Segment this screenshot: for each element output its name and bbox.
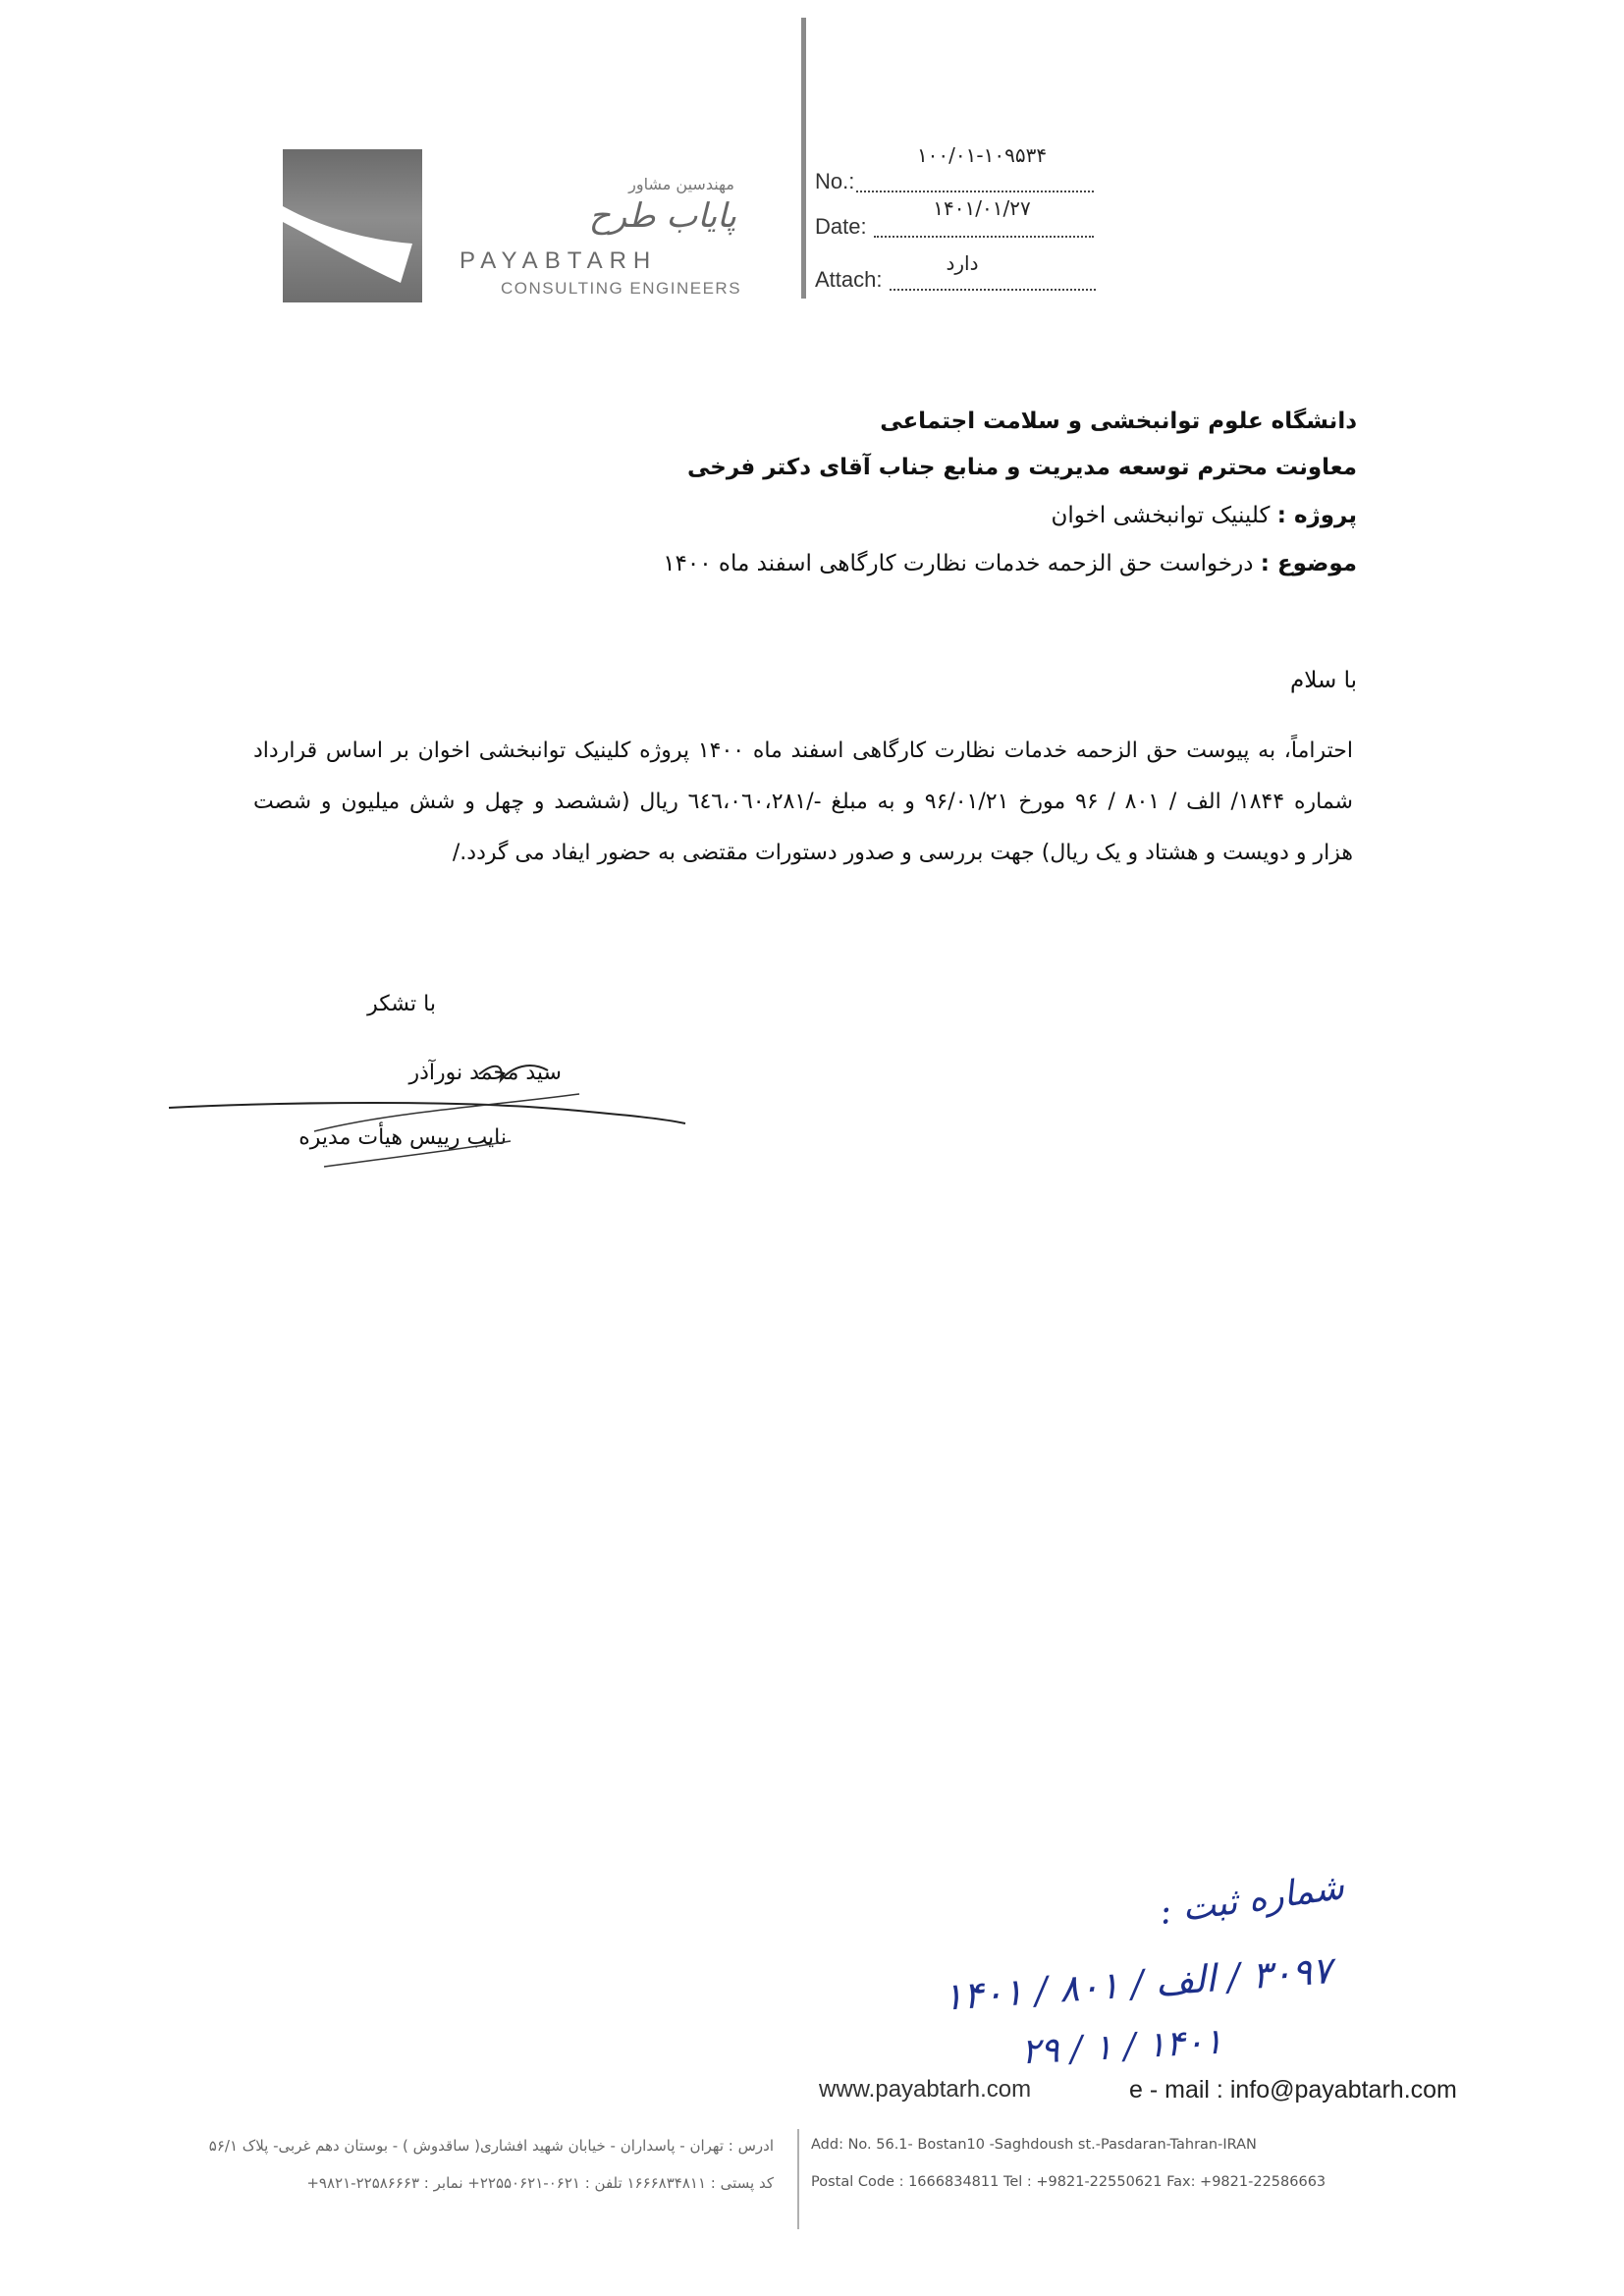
footer-email[interactable] xyxy=(1129,2076,1457,2105)
footer-address-fa: ادرس : تهران - پاسداران - خیابان شهید افشاری( ساقدوش ) - بوستان دهم غربی- پلاک ۵۶/۱ xyxy=(208,2137,774,2155)
date-line xyxy=(874,236,1094,238)
attach-value: دارد xyxy=(946,251,979,275)
footer-postal-fa: کد پستی : ۱۶۶۶۸۳۴۸۱۱ تلفن : ۰۶۲۱-۲۲۵۵۰۶۲۱+ نمابر : ۲۲۵۸۶۶۶۳-۹۸۲۱+ xyxy=(306,2174,774,2192)
handwritten-note-line-2: ۳۰۹۷ / الف / ۸۰۱ / ۱۴۰۱ xyxy=(941,1948,1333,2019)
logo-mark-icon xyxy=(283,149,422,302)
body-line-3: هزار و دویست و هشتاد و یک ریال) جهت بررسی و صدور دستورات مقتضی به حضور ایفاد می گردد./ xyxy=(452,841,1353,865)
project-label: پروژه : xyxy=(1276,503,1357,528)
reference-number-label: No.: xyxy=(815,169,855,193)
footer-divider xyxy=(797,2129,799,2229)
project-value: کلینیک توانبخشی اخوان xyxy=(1051,503,1277,528)
greeting: با سلام xyxy=(1290,668,1357,693)
footer-address-en: Add: No. 56.1- Bostan10 -Saghdoush st.-Pasdaran-Tahran-IRAN xyxy=(811,2137,1257,2153)
date-value: ۱۴۰۱/۰۱/۲۷ xyxy=(933,196,1031,220)
signature-scribble-icon xyxy=(167,1041,697,1178)
logo-en-name: PAYABTARH xyxy=(460,247,658,274)
reference-number-line xyxy=(856,191,1094,192)
company-logo xyxy=(283,149,764,306)
subject-line xyxy=(375,551,1357,576)
logo-fa-name: پایاب طرح xyxy=(588,196,736,236)
logo-fa-subtitle: مهندسین مشاور xyxy=(628,175,734,193)
subject-label: موضوع : xyxy=(1260,551,1357,576)
footer-email-label: e - mail : xyxy=(1129,2076,1223,2104)
subject-value: درخواست حق الزحمه خدمات نظارت کارگاهی اسفند ماه ۱۴۰۰ xyxy=(663,551,1261,576)
date-label: Date: xyxy=(815,214,867,239)
body-line-2: شماره ۱۸۴۴/ الف / ۸۰۱ / ۹۶ مورخ ۹۶/۰۱/۲۱ و به مبلغ -/٦٤٦،٠٦٠،٢٨١ ریال (ششصد و چهل و شش میلیون و شصت xyxy=(253,790,1353,814)
header-divider xyxy=(801,18,806,299)
body-line-1: احتراماً، به پیوست حق الزحمه خدمات نظارت کارگاهی اسفند ماه ۱۴۰۰ پروژه کلینیک توانبخشی اخوان بر اساس قرارداد xyxy=(253,738,1353,763)
logo-en-subtitle: CONSULTING ENGINEERS xyxy=(501,279,742,298)
signatory-title: نایب رییس هیأت مدیره xyxy=(298,1125,507,1150)
footer-postal-en: Postal Code : 1666834811 Tel : +9821-22550621 Fax: +9821-22586663 xyxy=(811,2174,1326,2190)
handwritten-note-line-3: ۱۴۰۱ / ۱ / ۲۹ xyxy=(1020,2021,1224,2073)
closing-text: با تشکر xyxy=(367,992,436,1016)
attach-label: Attach: xyxy=(815,267,883,292)
handwritten-note-line-1: شماره ثبت : xyxy=(1157,1867,1347,1933)
reference-number-value: ۱۰۰/۰۱-۱۰۹۵۳۴ xyxy=(916,143,1048,167)
footer-website[interactable]: www.payabtarh.com xyxy=(819,2076,1032,2103)
recipient-office: معاونت محترم توسعه مدیریت و منابع جناب آقای دکتر فرخی xyxy=(686,455,1357,480)
footer-email-address[interactable]: info@payabtarh.com xyxy=(1229,2076,1457,2104)
project-line xyxy=(375,503,1357,528)
signatory-name: سید محمد نورآذر xyxy=(408,1061,562,1085)
recipient-name: دانشگاه علوم توانبخشی و سلامت اجتماعی xyxy=(880,409,1357,434)
attach-line xyxy=(890,289,1096,291)
